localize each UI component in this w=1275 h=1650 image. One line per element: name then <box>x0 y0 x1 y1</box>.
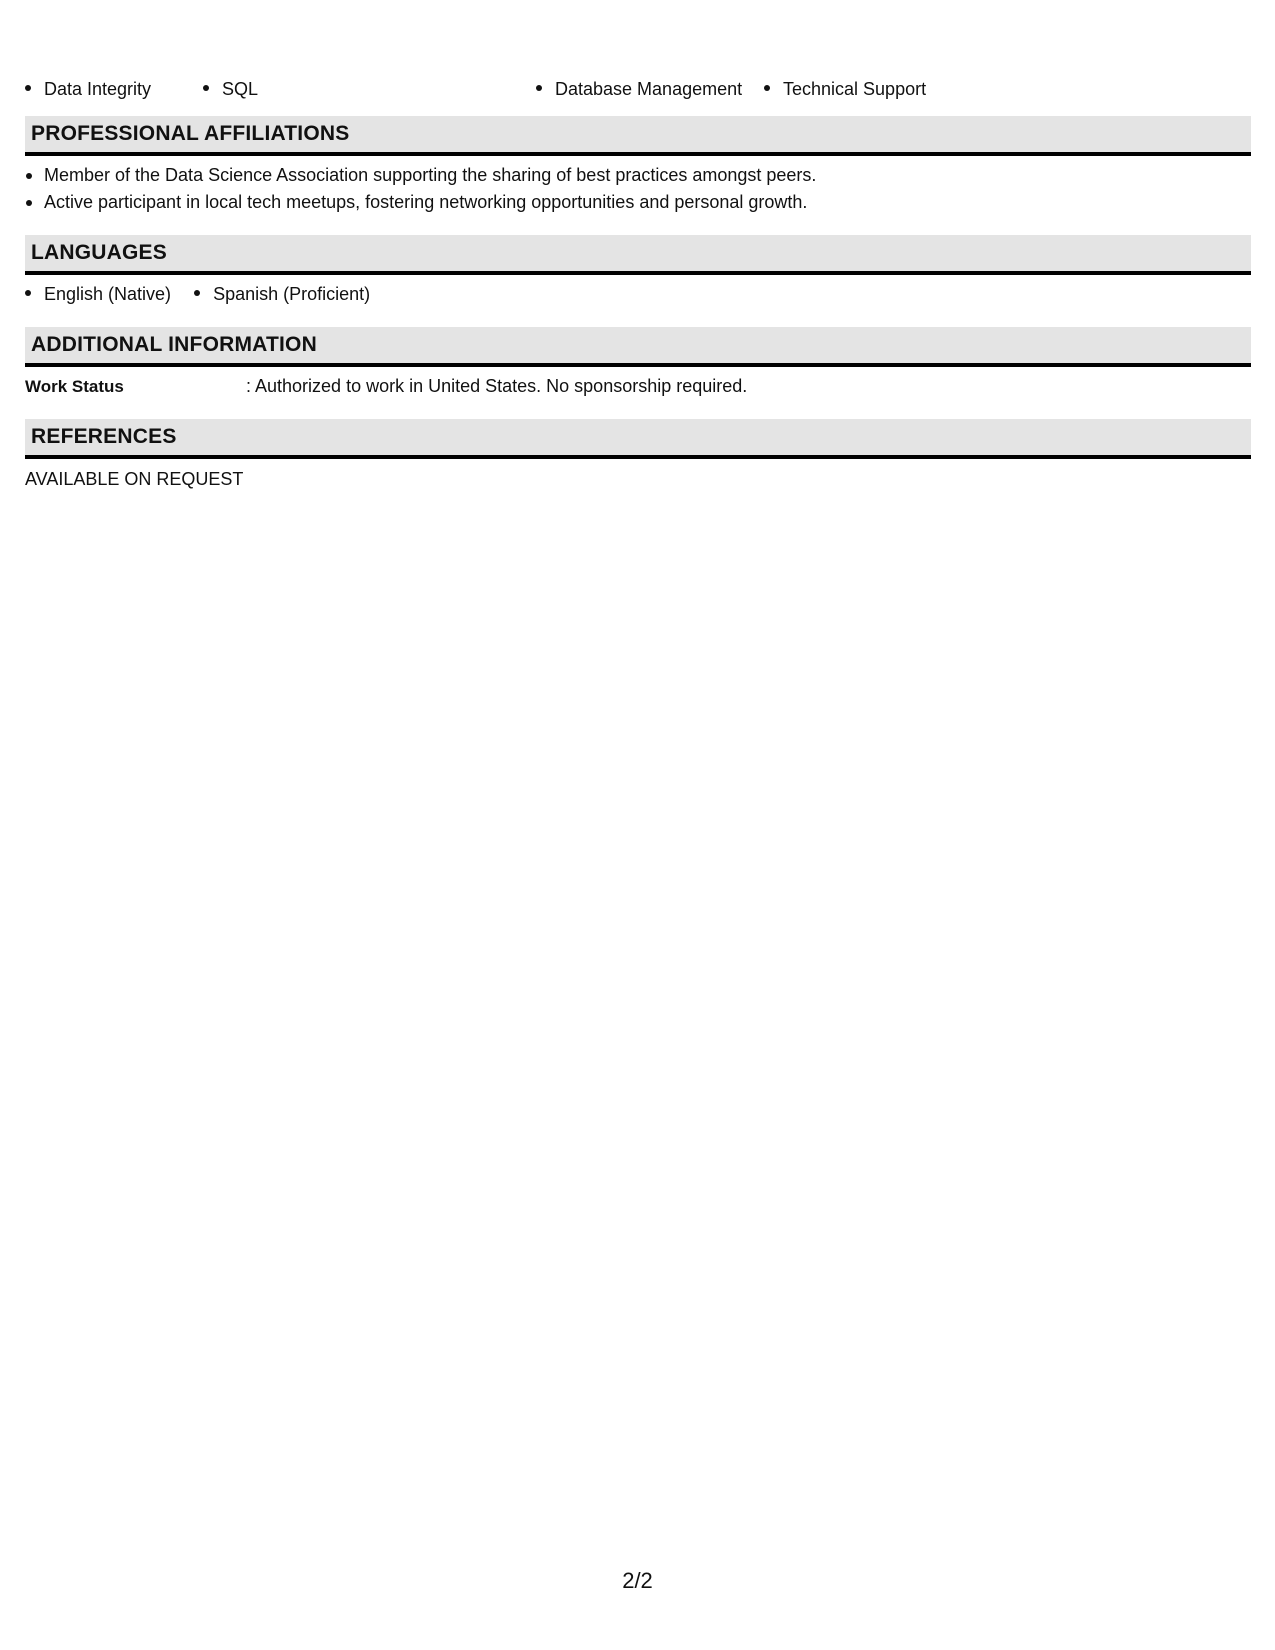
work-status-value: : Authorized to work in United States. No sponsorship required. <box>246 376 748 396</box>
section-heading-affiliations: PROFESSIONAL AFFILIATIONS <box>25 116 1251 156</box>
bullet-icon <box>25 290 31 296</box>
bullet-icon <box>536 85 542 91</box>
skill-label: SQL <box>222 79 259 99</box>
section-heading-references: REFERENCES <box>25 419 1251 459</box>
language-label: English (Native) <box>44 284 172 304</box>
language-item <box>25 281 171 308</box>
bullet-icon <box>194 290 200 296</box>
skill-item <box>203 78 258 100</box>
language-label: Spanish (Proficient) <box>213 284 371 304</box>
skill-label: Technical Support <box>783 79 927 99</box>
bullet-icon <box>203 85 209 91</box>
section-heading-languages: LANGUAGES <box>25 235 1251 275</box>
languages-row <box>25 281 1251 308</box>
language-item <box>194 281 370 308</box>
page-number: 2/2 <box>622 1568 653 1593</box>
skill-label: Data Integrity <box>44 79 152 99</box>
list-item: Member of the Data Science Association supporting the sharing of best practices amongst peers. <box>25 162 1251 189</box>
list-item: Active participant in local tech meetups, fostering networking opportunities and personal growth. <box>25 189 1251 216</box>
resume-content <box>25 78 1251 493</box>
work-status-row <box>25 373 1251 400</box>
skill-item <box>536 78 742 100</box>
bullet-icon <box>764 85 770 91</box>
skill-label: Database Management <box>555 79 743 99</box>
section-heading-additional-information: ADDITIONAL INFORMATION <box>25 327 1251 367</box>
bullet-icon <box>25 85 31 91</box>
references-text: AVAILABLE ON REQUEST <box>25 469 244 489</box>
skill-item <box>25 78 151 100</box>
affiliations-list <box>25 162 1251 216</box>
work-status-label: Work Status <box>25 377 124 396</box>
skill-item <box>764 78 926 100</box>
skills-row <box>25 78 1251 108</box>
